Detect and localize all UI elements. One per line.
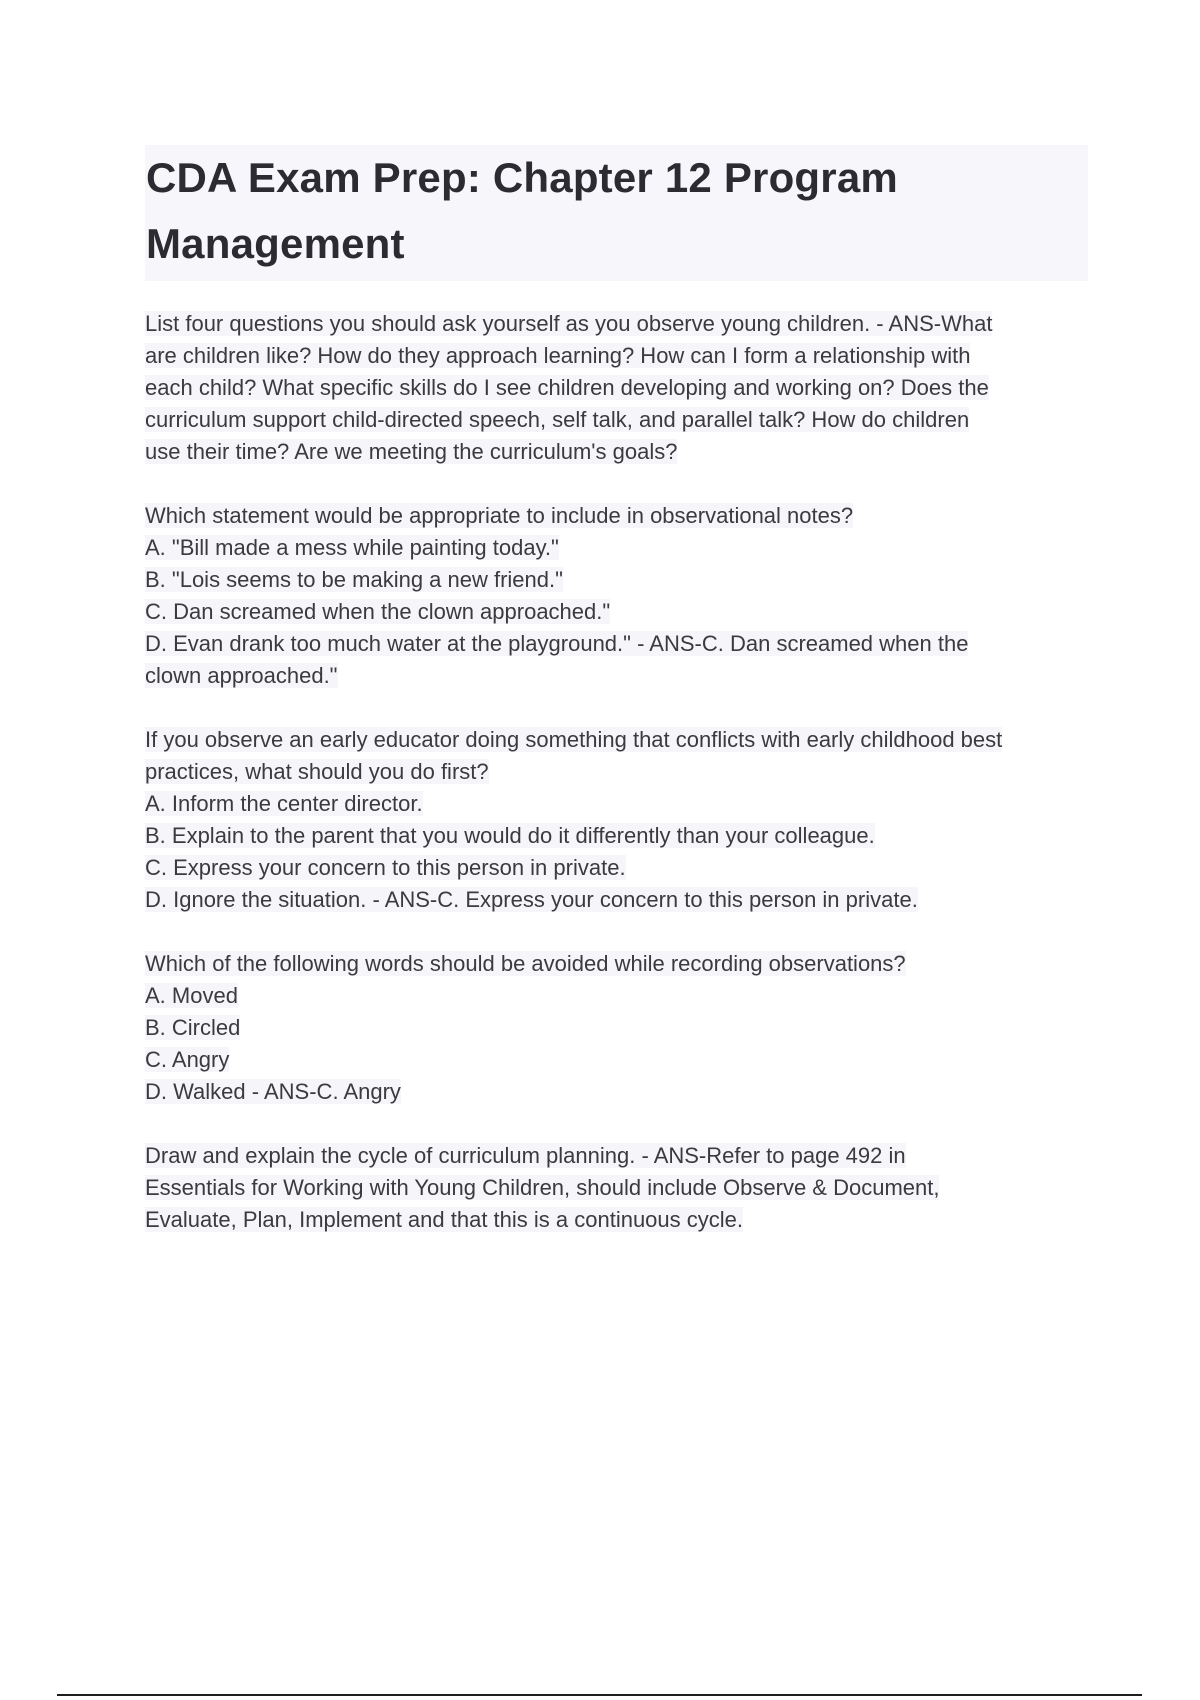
text-line: Evaluate, Plan, Implement and that this is a continuous cycle. (145, 1207, 743, 1232)
footer-divider (57, 1694, 1142, 1696)
text-line: Essentials for Working with Young Children, should include Observe & Document, (145, 1175, 940, 1200)
question-line: Which of the following words should be avoided while recording observations? (145, 951, 906, 976)
text-line: are children like? How do they approach learning? How can I form a relationship with (145, 343, 971, 368)
qa-block-observation-questions (145, 308, 1095, 468)
option-line: B. Circled (145, 1015, 241, 1040)
text-line: curriculum support child-directed speech, self talk, and parallel talk? How do children (145, 407, 970, 432)
title-banner (145, 145, 1088, 281)
text-line: Draw and explain the cycle of curriculum planning. - ANS-Refer to page 492 in (145, 1143, 906, 1168)
answer-line: clown approached." (145, 663, 338, 688)
option-line: C. Dan screamed when the clown approached." (145, 599, 611, 624)
question-line: practices, what should you do first? (145, 759, 489, 784)
option-line: B. Explain to the parent that you would do it differently than your colleague. (145, 823, 875, 848)
option-line: B. "Lois seems to be making a new friend." (145, 567, 563, 592)
option-line: A. Inform the center director. (145, 791, 423, 816)
qa-block-curriculum-cycle (145, 1140, 1095, 1236)
option-line: C. Angry (145, 1047, 230, 1072)
page-title-line: CDA Exam Prep: Chapter 12 Program (146, 154, 898, 201)
qa-block-conflicting-practices (145, 724, 1095, 916)
qa-block-words-to-avoid (145, 948, 1095, 1108)
option-line: C. Express your concern to this person in private. (145, 855, 626, 880)
text-line: each child? What specific skills do I see children developing and working on? Does the (145, 375, 989, 400)
option-line: A. "Bill made a mess while painting today." (145, 535, 559, 560)
page-title-line: Management (146, 220, 405, 267)
page-title (146, 145, 1088, 277)
answer-line: D. Walked - ANS-C. Angry (145, 1079, 401, 1104)
answer-line: D. Ignore the situation. - ANS-C. Express your concern to this person in private. (145, 887, 918, 912)
qa-block-observational-notes (145, 500, 1095, 692)
option-line: A. Moved (145, 983, 238, 1008)
question-line: If you observe an early educator doing something that conflicts with early childhood best (145, 727, 1003, 752)
question-line: Which statement would be appropriate to include in observational notes? (145, 503, 854, 528)
text-line: use their time? Are we meeting the curriculum's goals? (145, 439, 678, 464)
text-line: List four questions you should ask yourself as you observe young children. - ANS-What (145, 311, 993, 336)
option-line: D. Evan drank too much water at the playground." - ANS-C. Dan screamed when the (145, 631, 969, 656)
qa-content (145, 308, 1095, 1268)
